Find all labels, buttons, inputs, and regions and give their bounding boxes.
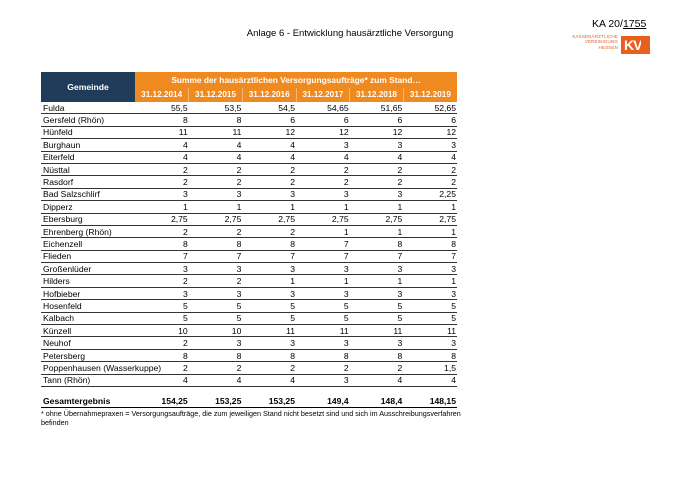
value-cell: 1 xyxy=(189,201,243,213)
value-cell: 11 xyxy=(296,325,350,337)
value-cell: 2 xyxy=(189,176,243,188)
value-cell: 2 xyxy=(350,163,404,175)
value-cell: 11 xyxy=(350,325,404,337)
gemeinde-name-cell: Dipperz xyxy=(41,201,135,213)
value-cell: 11 xyxy=(189,126,243,138)
value-cell: 3 xyxy=(189,263,243,275)
table-row xyxy=(41,250,457,262)
value-cell: 54,5 xyxy=(242,102,296,114)
value-cell: 2 xyxy=(296,362,350,374)
value-cell: 8 xyxy=(403,349,457,361)
value-cell: 4 xyxy=(242,374,296,386)
value-cell: 2 xyxy=(242,362,296,374)
value-cell: 7 xyxy=(189,250,243,262)
value-cell: 7 xyxy=(242,250,296,262)
value-cell: 4 xyxy=(350,374,404,386)
value-cell: 2,75 xyxy=(296,213,350,225)
gemeinde-name-cell: Ehrenberg (Rhön) xyxy=(41,225,135,237)
value-cell: 3 xyxy=(350,263,404,275)
table-row xyxy=(41,312,457,324)
value-cell: 2 xyxy=(135,362,189,374)
gemeinde-name-cell: Petersberg xyxy=(41,349,135,361)
value-cell: 2 xyxy=(350,362,404,374)
value-cell: 1 xyxy=(242,275,296,287)
value-cell: 1,5 xyxy=(403,362,457,374)
value-cell: 7 xyxy=(403,250,457,262)
value-cell: 2,75 xyxy=(189,213,243,225)
total-value-cell: 154,25 xyxy=(135,395,189,408)
gemeinde-name-cell: Hofbieber xyxy=(41,287,135,299)
value-cell: 3 xyxy=(296,139,350,151)
value-cell: 12 xyxy=(242,126,296,138)
value-cell: 2 xyxy=(135,275,189,287)
value-cell: 8 xyxy=(189,349,243,361)
value-cell: 3 xyxy=(296,374,350,386)
value-cell: 7 xyxy=(350,250,404,262)
gemeinde-name-cell: Flieden xyxy=(41,250,135,262)
value-cell: 3 xyxy=(403,337,457,349)
logo-bar xyxy=(641,36,650,54)
value-cell: 11 xyxy=(242,325,296,337)
value-cell: 3 xyxy=(350,139,404,151)
spacer-row xyxy=(41,386,457,395)
value-cell: 3 xyxy=(403,139,457,151)
value-cell: 1 xyxy=(135,201,189,213)
total-value-cell: 153,25 xyxy=(189,395,243,408)
column-header-gemeinde: Gemeinde xyxy=(41,72,135,102)
value-cell: 4 xyxy=(189,151,243,163)
value-cell: 12 xyxy=(403,126,457,138)
value-cell: 8 xyxy=(242,349,296,361)
value-cell: 7 xyxy=(135,250,189,262)
gemeinde-name-cell: Eichenzell xyxy=(41,238,135,250)
value-cell: 3 xyxy=(242,188,296,200)
value-cell: 2 xyxy=(403,163,457,175)
value-cell: 7 xyxy=(296,238,350,250)
value-cell: 1 xyxy=(296,275,350,287)
value-cell: 2,75 xyxy=(350,213,404,225)
gemeinde-name-cell: Ebersburg xyxy=(41,213,135,225)
gemeinde-name-cell: Neuhof xyxy=(41,337,135,349)
value-cell: 12 xyxy=(296,126,350,138)
logo-letters: KV xyxy=(624,37,642,53)
value-cell: 8 xyxy=(135,238,189,250)
value-cell: 4 xyxy=(135,151,189,163)
table-row xyxy=(41,176,457,188)
page-title: Anlage 6 - Entwicklung hausärztliche Versorgung xyxy=(246,28,454,39)
table-row xyxy=(41,139,457,151)
total-value-cell: 149,4 xyxy=(296,395,350,408)
value-cell: 8 xyxy=(296,349,350,361)
logo-text xyxy=(566,34,618,50)
total-value-cell: 148,15 xyxy=(403,395,457,408)
value-cell: 4 xyxy=(403,151,457,163)
value-cell: 1 xyxy=(403,275,457,287)
value-cell: 3 xyxy=(189,287,243,299)
value-cell: 3 xyxy=(350,337,404,349)
footnote: * ohne Übernahmepraxen = Versorgungsaufträge, die zum jeweiligen Stand nicht besetzt sind und sich im Ausschreibungsverfahren befinden xyxy=(41,409,461,428)
table-row xyxy=(41,201,457,213)
value-cell: 2 xyxy=(242,176,296,188)
value-cell: 1 xyxy=(296,225,350,237)
value-cell: 10 xyxy=(135,325,189,337)
value-cell: 3 xyxy=(242,287,296,299)
value-cell: 2 xyxy=(189,163,243,175)
gemeinde-name-cell: Poppenhausen (Wasserkuppe) xyxy=(43,362,162,373)
gemeinde-name-cell: Hosenfeld xyxy=(41,300,135,312)
value-cell: 1 xyxy=(350,275,404,287)
value-cell: 6 xyxy=(296,114,350,126)
logo-text-line: HESSEN xyxy=(598,44,618,50)
value-cell: 3 xyxy=(296,263,350,275)
table-row xyxy=(41,374,457,386)
table-row xyxy=(41,362,457,374)
value-cell: 8 xyxy=(350,349,404,361)
value-cell: 4 xyxy=(135,374,189,386)
table-row xyxy=(41,163,457,175)
logo-text-line: VEREINIGUNG xyxy=(584,39,618,45)
value-cell: 5 xyxy=(242,312,296,324)
value-cell: 2 xyxy=(135,225,189,237)
column-header-date: 31.12.2017 xyxy=(296,88,350,102)
table-row xyxy=(41,188,457,200)
value-cell: 5 xyxy=(135,300,189,312)
value-cell: 4 xyxy=(242,139,296,151)
kvh-logo xyxy=(566,33,666,59)
value-cell: 6 xyxy=(403,114,457,126)
value-cell: 5 xyxy=(296,312,350,324)
table-row xyxy=(41,337,457,349)
value-cell: 5 xyxy=(403,312,457,324)
document-reference xyxy=(592,18,646,30)
doc-ref-number: 1755 xyxy=(622,18,647,30)
table-row xyxy=(41,151,457,163)
value-cell: 2 xyxy=(350,176,404,188)
versorgung-table xyxy=(41,72,457,408)
gemeinde-name-cell: Hünfeld xyxy=(41,126,135,138)
value-cell: 8 xyxy=(189,238,243,250)
gemeinde-name-cell: Rasdorf xyxy=(41,176,135,188)
value-cell: 3 xyxy=(242,263,296,275)
value-cell: 1 xyxy=(350,201,404,213)
value-cell: 2,75 xyxy=(135,213,189,225)
column-header-date: 31.12.2014 xyxy=(135,88,189,102)
gemeinde-name-cell: Eiterfeld xyxy=(41,151,135,163)
value-cell: 6 xyxy=(242,114,296,126)
value-cell: 2 xyxy=(242,225,296,237)
gemeinde-name-cell: Großenlüder xyxy=(41,263,135,275)
value-cell: 6 xyxy=(350,114,404,126)
gemeinde-name-cell: Bad Salzschlirf xyxy=(41,188,135,200)
value-cell: 5 xyxy=(403,300,457,312)
gemeinde-name-cell: Hilders xyxy=(41,275,135,287)
value-cell: 1 xyxy=(403,225,457,237)
value-cell: 3 xyxy=(350,188,404,200)
table-row xyxy=(41,213,457,225)
value-cell: 5 xyxy=(135,312,189,324)
value-cell: 2 xyxy=(135,176,189,188)
total-value-cell: 153,25 xyxy=(242,395,296,408)
value-cell: 3 xyxy=(403,263,457,275)
value-cell: 2,75 xyxy=(242,213,296,225)
value-cell: 3 xyxy=(350,287,404,299)
value-cell: 4 xyxy=(403,374,457,386)
table-row xyxy=(41,114,457,126)
value-cell: 5 xyxy=(189,300,243,312)
table-row xyxy=(41,349,457,361)
value-cell: 11 xyxy=(403,325,457,337)
column-header-date: 31.12.2018 xyxy=(350,88,404,102)
value-cell: 3 xyxy=(296,287,350,299)
gemeinde-name-cell: Künzell xyxy=(41,325,135,337)
value-cell: 3 xyxy=(135,263,189,275)
value-cell: 2 xyxy=(403,176,457,188)
table-row xyxy=(41,300,457,312)
value-cell: 3 xyxy=(296,337,350,349)
value-cell: 5 xyxy=(350,312,404,324)
value-cell: 12 xyxy=(350,126,404,138)
table-row xyxy=(41,275,457,287)
value-cell: 2,75 xyxy=(403,213,457,225)
table-row xyxy=(41,287,457,299)
total-value-cell: 148,4 xyxy=(350,395,404,408)
value-cell: 5 xyxy=(242,300,296,312)
value-cell: 4 xyxy=(350,151,404,163)
total-row xyxy=(41,395,457,408)
value-cell: 4 xyxy=(296,151,350,163)
value-cell: 2 xyxy=(135,163,189,175)
doc-ref-prefix: KA 20/ xyxy=(592,18,623,30)
value-cell: 8 xyxy=(350,238,404,250)
gemeinde-name-cell: Kalbach xyxy=(41,312,135,324)
value-cell: 8 xyxy=(135,349,189,361)
value-cell: 1 xyxy=(296,201,350,213)
column-header-date: 31.12.2019 xyxy=(403,88,457,102)
value-cell: 3 xyxy=(189,337,243,349)
value-cell: 2 xyxy=(189,275,243,287)
value-cell: 2 xyxy=(296,163,350,175)
value-cell: 3 xyxy=(403,287,457,299)
value-cell: 3 xyxy=(135,287,189,299)
value-cell: 4 xyxy=(242,151,296,163)
value-cell: 8 xyxy=(403,238,457,250)
value-cell: 2,25 xyxy=(403,188,457,200)
value-cell: 5 xyxy=(296,300,350,312)
gemeinde-name-cell: Fulda xyxy=(41,102,135,114)
column-header-date: 31.12.2015 xyxy=(189,88,243,102)
value-cell: 11 xyxy=(135,126,189,138)
total-label: Gesamtergebnis xyxy=(41,395,135,408)
value-cell: 53,5 xyxy=(189,102,243,114)
value-cell: 2 xyxy=(296,176,350,188)
table-row xyxy=(41,325,457,337)
gemeinde-name-cell: Gersfeld (Rhön) xyxy=(41,114,135,126)
value-cell: 51,65 xyxy=(350,102,404,114)
table-row xyxy=(41,263,457,275)
value-cell: 1 xyxy=(350,225,404,237)
value-cell: 2 xyxy=(242,163,296,175)
value-cell: 8 xyxy=(242,238,296,250)
value-cell: 3 xyxy=(242,337,296,349)
value-cell: 7 xyxy=(296,250,350,262)
value-cell: 2 xyxy=(189,362,243,374)
table-row xyxy=(41,225,457,237)
value-cell: 2 xyxy=(135,337,189,349)
table-row xyxy=(41,238,457,250)
value-cell: 3 xyxy=(189,188,243,200)
value-cell: 8 xyxy=(189,114,243,126)
table-row xyxy=(41,102,457,114)
logo-text-line: KASSENÄRZTLICHE xyxy=(572,34,618,39)
value-cell: 4 xyxy=(189,139,243,151)
value-cell: 1 xyxy=(242,201,296,213)
value-cell: 2 xyxy=(189,225,243,237)
value-cell: 52,65 xyxy=(403,102,457,114)
value-cell: 3 xyxy=(296,188,350,200)
value-cell: 3 xyxy=(135,188,189,200)
value-cell: 5 xyxy=(189,312,243,324)
value-cell: 8 xyxy=(135,114,189,126)
value-cell: 55,5 xyxy=(135,102,189,114)
column-group-header: Summe der hausärztlichen Versorgungsaufträge* zum Stand… xyxy=(135,72,457,88)
value-cell: 4 xyxy=(189,374,243,386)
value-cell: 54,65 xyxy=(296,102,350,114)
value-cell: 10 xyxy=(189,325,243,337)
table-row xyxy=(41,126,457,138)
gemeinde-name-cell: Burghaun xyxy=(41,139,135,151)
gemeinde-name-cell: Nüsttal xyxy=(41,163,135,175)
value-cell: 5 xyxy=(350,300,404,312)
column-header-date: 31.12.2016 xyxy=(242,88,296,102)
value-cell: 1 xyxy=(403,201,457,213)
value-cell: 4 xyxy=(135,139,189,151)
gemeinde-name-cell: Tann (Rhön) xyxy=(41,374,135,386)
